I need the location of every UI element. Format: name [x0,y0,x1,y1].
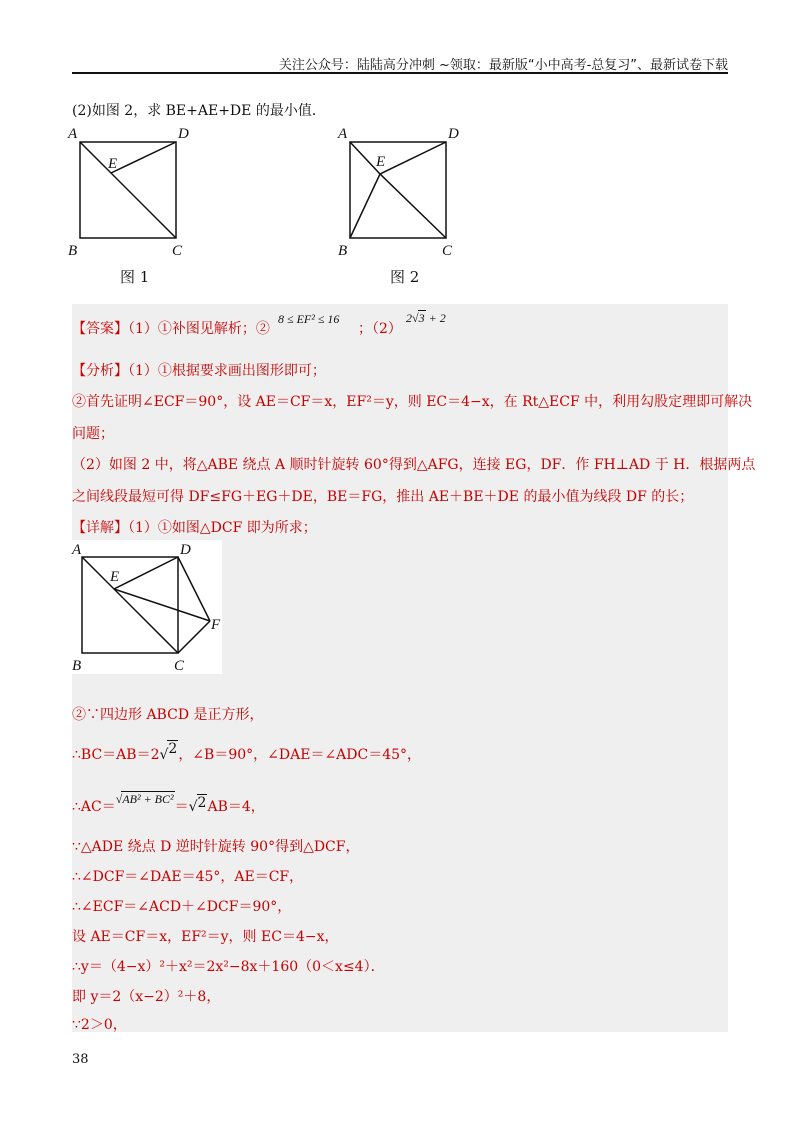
solution-line-10: ∵2＞0， [72,1017,127,1033]
answer-tag: 【答案】 [72,321,128,337]
header-divider [72,72,728,74]
page-number: 38 [72,1052,89,1067]
s3-sqrt2: √2 [188,795,207,815]
solution-line-5: ∴∠DCF＝∠DAE＝45°，AE＝CF， [72,869,304,885]
s2-prefix: ∴BC＝AB＝2 [72,747,160,763]
s2-sqrt: √2 [159,741,178,763]
fig3-label-E: E [110,569,120,585]
answer-formula-1: 8 ≤ EF² ≤ 16 [278,312,340,326]
s3-equals: ＝ [174,799,189,815]
formula2-tail: + 2 [425,311,446,325]
solution-line-3 [72,792,265,816]
fig3-label-B: B [72,658,82,674]
fig3-label-D: D [180,542,191,558]
fig1-label-B: B [68,243,78,259]
fig2-label-C: C [442,243,453,259]
answer-separator: ；（2） [358,321,402,337]
fig1-label-C: C [172,243,183,259]
solution-line-7: 设 AE＝CF＝x，EF²＝y，则 EC＝4−x， [72,929,339,945]
fig1-label-A: A [68,126,78,142]
s3-prefix: ∴AC＝ [72,799,116,815]
answer-line [72,318,270,338]
solution-line-1: ②∵四边形 ABCD 是正方形， [72,707,264,723]
fig2-label-B: B [338,243,348,259]
analysis-tag: 【分析】 [72,363,128,379]
s3-sqrt-formula: √AB² + BC² [115,792,174,806]
fig3-label-C: C [174,658,185,674]
page-header: 关注公众号：陆陆高分冲刺 ~领取：最新版“小中高考-总复习”、最新试卷下载 [278,58,728,73]
formula2-coef: 2 [406,311,412,325]
fig3-label-A: A [72,542,82,558]
detail-text-1: （1）①如图△DCF 即为所求； [128,520,317,536]
analysis-line-3: 问题； [72,426,114,442]
fig1-label-E: E [108,156,118,172]
fig2-label-E: E [376,154,386,170]
s3-suffix: AB＝4， [207,799,265,815]
figure-1-caption: 图 1 [120,268,150,286]
figure-2-caption: 图 2 [390,268,420,286]
fig1-label-D: D [178,126,189,142]
fig2-label-D: D [448,126,459,142]
figure-3 [70,540,222,674]
question-text: (2)如图 2，求 BE+AE+DE 的最小值． [72,103,326,119]
formula2-radicand: 3 [418,311,425,325]
s2-suffix: ，∠B＝90°，∠DAE＝∠ADC＝45°， [178,747,422,763]
answer-part1: （1）①补图见解析；② [128,321,270,337]
s2-radicand: 2 [168,741,178,757]
analysis-text-1: （1）①根据要求画出图形即可； [128,363,326,379]
answer-formula-2: 2√3 + 2 [406,311,446,325]
s3-radicand-2: 2 [197,795,207,811]
figure-2 [336,122,476,262]
detail-tag: 【详解】 [72,520,128,536]
solution-line-8: ∴y＝（4−x）²＋x²＝2x²−8x＋160（0＜x≤4）． [72,959,385,975]
solution-line-6: ∴∠ECF＝∠ACD＋∠DCF＝90°， [72,899,292,915]
solution-line-9: 即 y＝2（x−2）²＋8， [72,989,221,1005]
analysis-line-4: （2）如图 2 中，将△ABE 绕点 A 顺时针旋转 60°得到△AFG，连接 EG，DF．作 FH⊥AD 于 H．根据两点 [72,457,756,473]
fig2-label-A: A [338,126,348,142]
solution-line-4: ∵△ADE 绕点 D 逆时针旋转 90°得到△DCF， [72,839,360,855]
analysis-line-1 [72,360,326,380]
analysis-line-5: 之间线段最短可得 DF≤FG＋EG＋DE，BE＝FG，推出 AE＋BE＋DE 的最小值为线段 DF 的长； [72,489,694,505]
figure-1 [66,122,206,262]
analysis-line-2: ②首先证明∠ECF＝90°，设 AE＝CF＝x，EF²＝y，则 EC＝4−x，在 Rt△ECF 中，利用勾股定理即可解决 [72,394,753,410]
fig3-label-F: F [211,617,221,633]
s3-radicand: AB² + BC² [122,792,174,806]
detail-line-1 [72,517,317,537]
solution-line-2 [72,741,422,764]
